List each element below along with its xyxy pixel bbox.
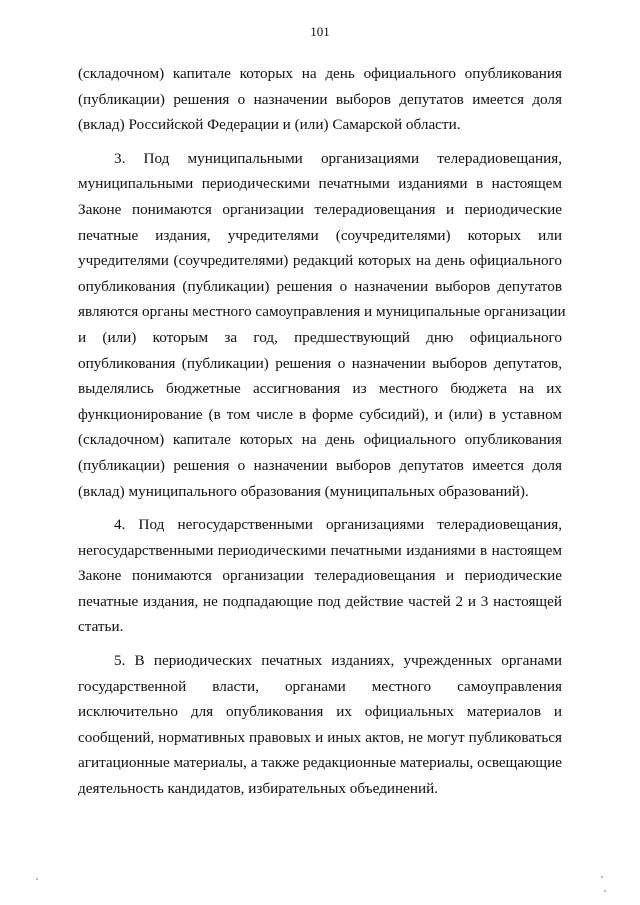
text-line: деятельность кандидатов, избирательных объединений.: [78, 780, 439, 798]
paragraph-part-5: [78, 648, 562, 802]
text-line: печатные издания, учредителями (соучредителями) которых или: [78, 226, 562, 244]
text-line: функционирование (в том числе в форме субсидий), и (или) в уставном: [78, 405, 562, 423]
document-body: [78, 61, 566, 802]
text-line: исключительно для опубликования их официальных материалов и: [78, 703, 562, 721]
text-line: опубликования (публикации) решения о назначении выборов депутатов,: [78, 354, 562, 372]
text-line: являются органы местного самоуправления и муниципальные организации: [78, 303, 566, 321]
text-line: Законе понимаются организации телерадиовещания и периодические: [78, 200, 562, 218]
text-line: печатные издания, не подпадающие под действие частей 2 и 3 настоящей: [78, 592, 562, 610]
text-line: агитационные материалы, а также редакционные материалы, освещающие: [78, 754, 562, 772]
paragraph-part-3: [78, 146, 566, 504]
text-line: сообщений, нормативных правовых и иных актов, не могут публиковаться: [78, 728, 562, 746]
text-line: государственной власти, органами местного самоуправления: [78, 677, 562, 695]
text-line: (складочном) капитале которых на день официального опубликования: [78, 431, 562, 449]
text-line: 3. Под муниципальными организациями телерадиовещания,: [114, 149, 562, 167]
text-line: статьи.: [78, 618, 124, 636]
text-line: опубликования (публикации) решения о назначении выборов депутатов: [78, 277, 562, 295]
text-line: 4. Под негосударственными организациями телерадиовещания,: [114, 516, 562, 534]
text-line: муниципальными периодическими печатными изданиями в настоящем: [78, 175, 562, 193]
text-line: (публикации) решения о назначении выборов депутатов имеется доля: [78, 90, 562, 108]
scan-speck: [604, 890, 606, 892]
text-line: (публикации) решения о назначении выборов депутатов имеется доля: [78, 456, 562, 474]
paragraph-part-4: [78, 512, 562, 640]
text-line: выделялись бюджетные ассигнования из местного бюджета на их: [78, 380, 562, 398]
text-line: учредителями (соучредителями) редакций которых на день официального: [78, 252, 562, 270]
text-line: и (или) которым за год, предшествующий дню официального: [78, 328, 562, 346]
text-line: (вклад) муниципального образования (муниципальных образований).: [78, 482, 529, 500]
text-line: (вклад) Российской Федерации и (или) Самарской области.: [78, 116, 461, 134]
scan-speck: [601, 876, 603, 878]
scan-speck: [36, 878, 38, 880]
text-line: негосударственными периодическими печатными изданиями в настоящем: [78, 541, 562, 559]
text-line: (складочном) капитале которых на день официального опубликования: [78, 65, 562, 82]
text-line: 5. В периодических печатных изданиях, учрежденных органами: [114, 652, 562, 670]
paragraph-continued: [78, 61, 562, 138]
text-line: Законе понимаются организации телерадиовещания и периодические: [78, 567, 562, 585]
page-number: 101: [310, 24, 330, 39]
